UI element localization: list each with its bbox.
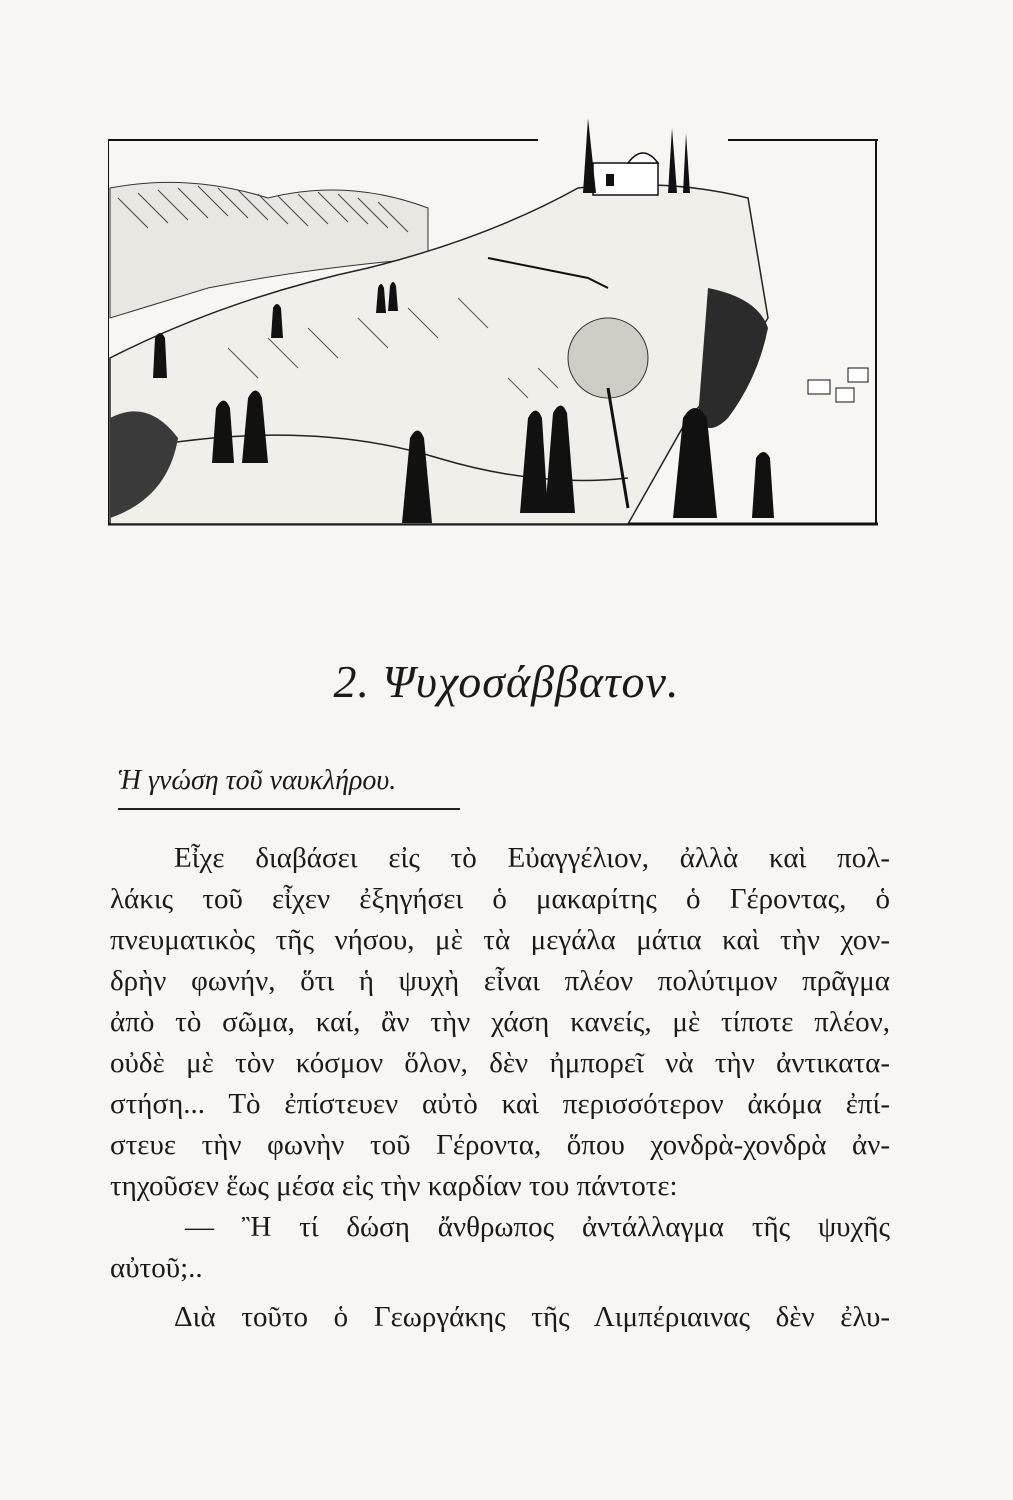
chapter-heading: 2. Ψυχοσάββατον. — [333, 656, 680, 707]
subheading-rule — [118, 808, 460, 810]
text-line: Διὰ τοῦτο ὁ Γεωργάκης τῆς Λιμπέριαινας δὲν ἐλυ- — [174, 1301, 890, 1333]
text-line: στευε τὴν φωνὴν τοῦ Γέροντα, ὅπου χονδρὰ-χονδρὰ ἀν- — [110, 1129, 890, 1161]
text-line: δρὴν φωνήν, ὅτι ἡ ψυχὴ εἶναι πλέον πολύτιμον πρᾶγμα — [110, 965, 890, 997]
quote-line: — Ἢ τί δώση ἄνθρωπος ἀντάλλαγμα τῆς ψυχῆς — [185, 1211, 890, 1243]
chapter-subheading: Ἡ γνώση τοῦ ναυκλήρου. — [118, 765, 397, 796]
text-line: οὐδὲ μὲ τὸν κόσμον ὅλον, δὲν ἠμπορεῖ νὰ τὴν ἀντικατα- — [110, 1047, 890, 1079]
text-line: λάκις τοῦ εἶχεν ἐξηγήσει ὁ μακαρίτης ὁ Γέροντας, ὁ — [110, 883, 890, 915]
quote-line: αὐτοῦ;.. — [110, 1252, 203, 1284]
text-line: τηχοῦσεν ἕως μέσα εἰς τὴν καρδίαν του πάντοτε: — [110, 1170, 678, 1202]
text-line: πνευματικὸς τῆς νήσου, μὲ τὰ μεγάλα μάτια καὶ τὴν χον- — [110, 924, 890, 956]
body-text — [110, 838, 890, 1338]
text-line: Εἶχε διαβάσει εἰς τὸ Εὐαγγέλιον, ἀλλὰ καὶ πολ- — [174, 842, 890, 874]
woodcut-illustration — [108, 118, 878, 526]
text-line: ἀπὸ τὸ σῶμα, καί, ἂν τὴν χάση κανείς, μὲ τίποτε πλέον, — [110, 1006, 890, 1038]
text-line: στήση... Τὸ ἐπίστευεν αὐτὸ καὶ περισσότερον ἀκόμα ἐπί- — [110, 1088, 890, 1120]
